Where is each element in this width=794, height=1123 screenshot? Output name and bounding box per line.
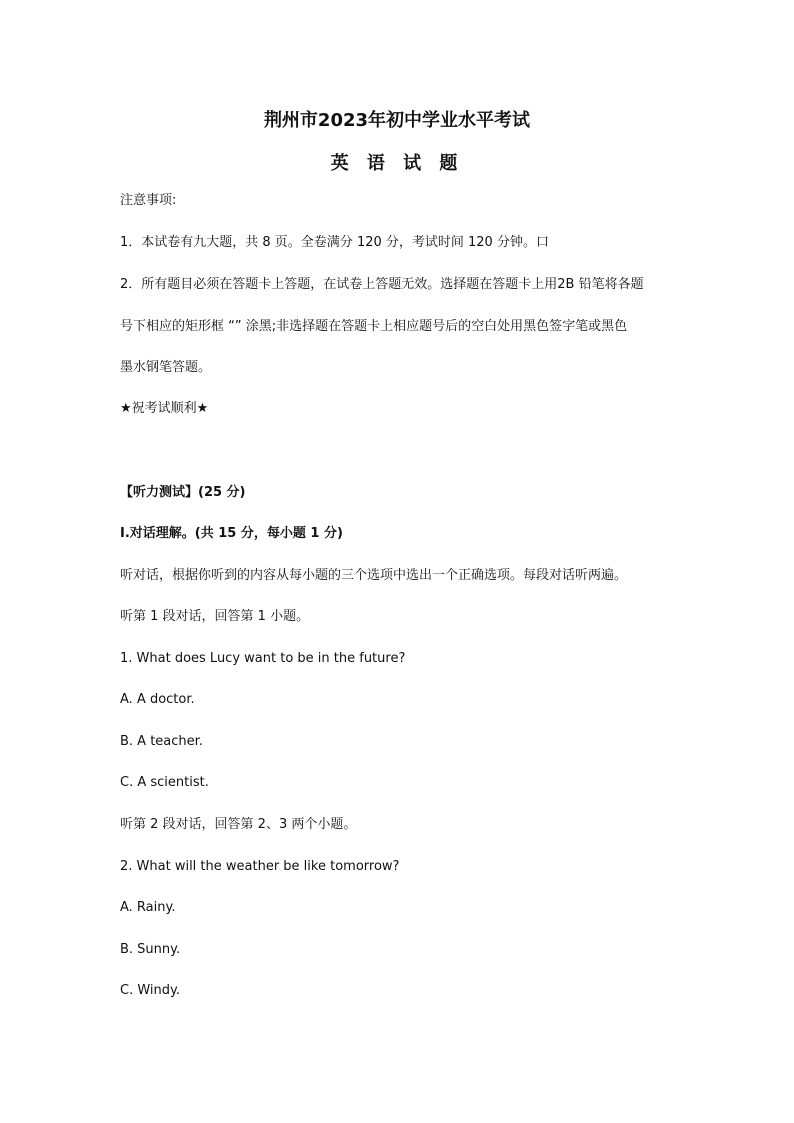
notes-item-2-line-1: 2．所有题目必须在答题卡上答题，在试卷上答题无效。选择题在答题卡上用2B 铅笔将各题 [120, 277, 644, 292]
question-2-option-b: B. Sunny. [120, 942, 181, 957]
exam-title: 荆州市2023年初中学业水平考试 [263, 110, 531, 131]
notes-heading: 注意事项: [120, 193, 177, 208]
listening-section-title: 【听力测试】(25 分) [120, 485, 246, 500]
dialog-2-intro: 听第 2 段对话，回答第 2、3 两个小题。 [120, 817, 357, 832]
notes-item-2-line-3: 墨水钢笔答题。 [120, 360, 212, 375]
question-1-option-b: B. A teacher. [120, 734, 203, 749]
notes-item-1: 1．本试卷有九大题，共 8 页。全卷满分 120 分，考试时间 120 分钟。口 [120, 235, 549, 250]
question-2: 2. What will the weather be like tomorrow? [120, 859, 400, 874]
question-2-option-c: C. Windy. [120, 983, 180, 998]
good-luck-text: ★祝考试顺利★ [120, 401, 209, 416]
dialog-1-intro: 听第 1 段对话，回答第 1 小题。 [120, 609, 310, 624]
question-1-option-c: C. A scientist. [120, 775, 209, 790]
question-1: 1. What does Lucy want to be in the future? [120, 651, 406, 666]
question-1-option-a: A. A doctor. [120, 692, 195, 707]
exam-subtitle: 英 语 试 题 [330, 153, 464, 174]
listening-part-title: Ⅰ.对话理解。(共 15 分，每小题 1 分) [120, 526, 343, 541]
notes-item-2-line-2: 号下相应的矩形框 “” 涂黑;非选择题在答题卡上相应题号后的空白处用黑色签字笔或黑色 [120, 319, 628, 334]
listening-instruction: 听对话，根据你听到的内容从每小题的三个选项中选出一个正确选项。每段对话听两遍。 [120, 568, 628, 583]
question-2-option-a: A. Rainy. [120, 900, 176, 915]
